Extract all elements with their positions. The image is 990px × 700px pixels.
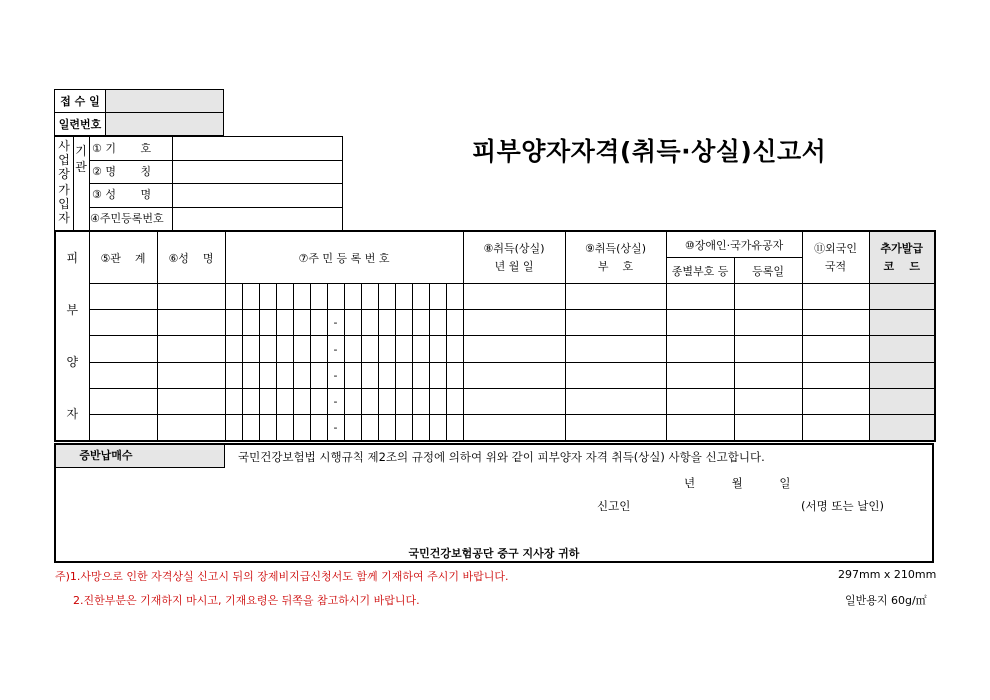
col-acq-date-line1: ⑧취득(상실) xyxy=(483,241,545,255)
digit-cell[interactable] xyxy=(361,388,378,414)
workplace-group-col xyxy=(55,137,74,230)
digit-cell[interactable] xyxy=(344,388,361,414)
col-disabled-date: 등록일 xyxy=(734,258,802,284)
digit-cell[interactable] xyxy=(276,336,293,362)
extra-code-cell xyxy=(869,388,935,414)
dependents-side-label xyxy=(55,231,89,441)
table-row xyxy=(55,310,935,336)
digit-cell[interactable] xyxy=(276,362,293,388)
acq-date-cell[interactable] xyxy=(463,414,565,441)
extra-code-cell xyxy=(869,336,935,362)
digit-cell[interactable] xyxy=(361,284,378,310)
acq-code-cell[interactable] xyxy=(565,310,666,336)
acq-code-cell[interactable] xyxy=(565,362,666,388)
digit-cell[interactable] xyxy=(446,362,463,388)
relation-cell[interactable] xyxy=(89,310,157,336)
disabled-date-cell[interactable] xyxy=(734,310,802,336)
table-row xyxy=(55,336,935,362)
digit-cell[interactable] xyxy=(225,336,242,362)
col-resident: ⑦주 민 등 록 번 호 xyxy=(225,231,463,284)
relation-cell[interactable] xyxy=(89,388,157,414)
digit-cell[interactable] xyxy=(429,336,446,362)
acq-code-cell[interactable] xyxy=(565,414,666,441)
table-row xyxy=(55,414,935,441)
digit-cell[interactable] xyxy=(378,414,395,441)
name-cell[interactable] xyxy=(157,414,225,441)
name-cell[interactable] xyxy=(157,388,225,414)
disabled-code-cell[interactable] xyxy=(666,362,734,388)
declaration-box xyxy=(54,443,934,563)
digit-cell[interactable] xyxy=(361,414,378,441)
acq-date-cell[interactable] xyxy=(463,362,565,388)
foreign-cell[interactable] xyxy=(802,362,869,388)
digit-cell[interactable] xyxy=(446,310,463,336)
note-2: 2.진한부분은 기재하지 마시고, 기재요령은 뒤쪽을 참고하시기 바랍니다. xyxy=(73,594,420,607)
page-title: 피부양자자격(취득·상실)신고서 xyxy=(472,137,827,166)
name-cell[interactable] xyxy=(157,310,225,336)
foreign-cell[interactable] xyxy=(802,336,869,362)
disabled-date-cell[interactable] xyxy=(734,414,802,441)
disabled-code-cell[interactable] xyxy=(666,414,734,441)
addressee: 국민건강보험공단 중구 지사장 귀하 xyxy=(408,547,580,560)
disabled-code-cell[interactable] xyxy=(666,310,734,336)
dash-cell: - xyxy=(327,414,344,441)
acq-date-cell[interactable] xyxy=(463,388,565,414)
digit-cell[interactable] xyxy=(344,362,361,388)
col-disabled: ⑩장애인·국가유공자 xyxy=(666,231,802,258)
digit-cell[interactable] xyxy=(395,388,412,414)
signature-label: (서명 또는 날인) xyxy=(801,499,884,513)
resident-no-row xyxy=(89,207,342,230)
disabled-code-cell[interactable] xyxy=(666,388,734,414)
dash-cell: - xyxy=(327,310,344,336)
digit-cell[interactable] xyxy=(344,284,361,310)
table-row xyxy=(55,284,935,310)
note-1: 주)1.사망으로 인한 자격상실 신고시 뒤의 장제비지급신청서도 함께 기재하여 주시기 바랍니다. xyxy=(55,570,509,583)
extra-code-cell xyxy=(869,414,935,441)
digit-cell[interactable] xyxy=(395,284,412,310)
digit-cell[interactable] xyxy=(412,388,429,414)
disabled-code-cell[interactable] xyxy=(666,336,734,362)
received-value[interactable] xyxy=(106,90,224,113)
digit-cell[interactable] xyxy=(225,284,242,310)
side-char-3: 양 xyxy=(66,355,79,369)
digit-cell[interactable] xyxy=(412,284,429,310)
symbol-label: ① 기 호 xyxy=(89,137,173,160)
digit-cell[interactable] xyxy=(310,310,327,336)
digit-cell[interactable] xyxy=(293,388,310,414)
digit-cell[interactable] xyxy=(395,414,412,441)
name-cell[interactable] xyxy=(157,284,225,310)
foreign-cell[interactable] xyxy=(802,414,869,441)
copies-label: 증반납매수 xyxy=(56,445,157,468)
digit-cell[interactable] xyxy=(259,336,276,362)
digit-cell[interactable] xyxy=(225,388,242,414)
relation-cell[interactable] xyxy=(89,414,157,441)
digit-cell[interactable] xyxy=(378,310,395,336)
digit-cell[interactable] xyxy=(429,414,446,441)
relation-cell[interactable] xyxy=(89,336,157,362)
acq-date-cell[interactable] xyxy=(463,284,565,310)
digit-cell[interactable] xyxy=(412,336,429,362)
digit-cell[interactable] xyxy=(310,388,327,414)
digit-cell[interactable] xyxy=(293,310,310,336)
digit-cell[interactable] xyxy=(276,310,293,336)
person-name-label: ③ 성 명 xyxy=(89,183,173,207)
dash-cell: - xyxy=(327,388,344,414)
digit-cell[interactable] xyxy=(242,362,259,388)
digit-cell[interactable] xyxy=(412,414,429,441)
digit-cell[interactable] xyxy=(259,362,276,388)
col-acq-date-line2: 년 월 일 xyxy=(494,259,534,273)
digit-cell[interactable] xyxy=(378,388,395,414)
digit-cell[interactable] xyxy=(429,362,446,388)
digit-cell[interactable] xyxy=(344,414,361,441)
name-row xyxy=(89,160,342,184)
foreign-cell[interactable] xyxy=(802,388,869,414)
receipt-table xyxy=(54,89,224,136)
serial-label: 일련번호 xyxy=(55,113,106,136)
digit-cell[interactable] xyxy=(361,310,378,336)
digit-cell[interactable] xyxy=(310,284,327,310)
col-disabled-code: 종별부호 등 xyxy=(666,258,734,284)
side-char-4: 자 xyxy=(66,407,79,421)
digit-cell[interactable] xyxy=(395,362,412,388)
paper-type: 일반용지 60g/㎡ xyxy=(845,594,927,607)
workplace-group-label: 사 업 장 xyxy=(58,139,70,181)
serial-value[interactable] xyxy=(106,113,224,136)
received-label: 접 수 일 xyxy=(55,90,106,113)
digit-cell[interactable] xyxy=(310,336,327,362)
col-extra-line1: 추가발급 xyxy=(880,241,924,255)
digit-cell[interactable] xyxy=(344,310,361,336)
digit-cell[interactable] xyxy=(276,284,293,310)
extra-code-cell xyxy=(869,284,935,310)
digit-cell[interactable] xyxy=(344,336,361,362)
acq-code-cell[interactable] xyxy=(565,388,666,414)
name-cell[interactable] xyxy=(157,362,225,388)
digit-cell[interactable] xyxy=(446,414,463,441)
digit-cell[interactable] xyxy=(293,414,310,441)
relation-cell[interactable] xyxy=(89,284,157,310)
digit-cell[interactable] xyxy=(310,414,327,441)
digit-cell[interactable] xyxy=(259,388,276,414)
col-acq-code xyxy=(565,231,666,284)
table-row xyxy=(55,388,935,414)
extra-code-cell xyxy=(869,310,935,336)
digit-cell[interactable] xyxy=(242,284,259,310)
institution-group-label: 기 관 xyxy=(73,137,90,183)
digit-cell[interactable] xyxy=(446,388,463,414)
digit-cell[interactable] xyxy=(361,336,378,362)
table-row xyxy=(55,362,935,388)
col-foreign-line2: 국적 xyxy=(824,259,847,273)
col-acq-code-line2: 부 호 xyxy=(597,259,634,273)
resident-no-label: ④주민등록번호 xyxy=(89,207,173,230)
declaration-date: 년 월 일 xyxy=(684,476,791,490)
digit-cell[interactable] xyxy=(225,414,242,441)
digit-cell[interactable] xyxy=(293,284,310,310)
digit-cell[interactable] xyxy=(259,310,276,336)
col-foreign xyxy=(802,231,869,284)
symbol-row xyxy=(89,137,342,161)
acq-code-cell[interactable] xyxy=(565,284,666,310)
side-char-1: 피 xyxy=(66,251,79,265)
foreign-cell[interactable] xyxy=(802,310,869,336)
digit-cell[interactable] xyxy=(429,310,446,336)
extra-code-cell xyxy=(869,362,935,388)
acq-date-cell[interactable] xyxy=(463,310,565,336)
digit-cell[interactable] xyxy=(446,336,463,362)
side-char-2: 부 xyxy=(66,303,79,317)
col-acq-code-line1: ⑨취득(상실) xyxy=(585,241,646,255)
acq-code-cell[interactable] xyxy=(565,336,666,362)
digit-cell[interactable] xyxy=(395,310,412,336)
digit-cell[interactable] xyxy=(225,310,242,336)
reporter-label: 신고인 xyxy=(597,499,631,513)
digit-cell[interactable] xyxy=(361,362,378,388)
col-acq-date xyxy=(463,231,565,284)
dash-cell: - xyxy=(327,362,344,388)
digit-cell[interactable] xyxy=(259,284,276,310)
subscriber-spacer xyxy=(73,183,90,230)
workplace-box xyxy=(54,136,343,231)
digit-cell[interactable] xyxy=(276,414,293,441)
digit-cell[interactable] xyxy=(242,414,259,441)
digit-cell[interactable] xyxy=(378,284,395,310)
col-extra-line2: 코 드 xyxy=(883,259,921,273)
digit-cell[interactable] xyxy=(242,388,259,414)
subscriber-group-label: 가 입 자 xyxy=(58,183,70,225)
disabled-date-cell[interactable] xyxy=(734,336,802,362)
digit-cell[interactable] xyxy=(242,310,259,336)
digit-cell[interactable] xyxy=(293,336,310,362)
name-cell[interactable] xyxy=(157,336,225,362)
name-label: ② 명 칭 xyxy=(89,160,173,183)
dependents-table xyxy=(54,230,936,442)
digit-cell[interactable] xyxy=(293,362,310,388)
digit-cell[interactable] xyxy=(378,362,395,388)
digit-cell[interactable] xyxy=(395,336,412,362)
dash-cell: - xyxy=(327,336,344,362)
person-name-row xyxy=(89,183,342,208)
digit-cell[interactable] xyxy=(429,388,446,414)
foreign-cell[interactable] xyxy=(802,284,869,310)
paper-size: 297mm x 210mm xyxy=(838,568,937,581)
disabled-code-cell[interactable] xyxy=(666,284,734,310)
digit-cell[interactable] xyxy=(276,388,293,414)
digit-cell[interactable] xyxy=(242,336,259,362)
digit-cell[interactable] xyxy=(378,336,395,362)
digit-cell[interactable] xyxy=(446,284,463,310)
copies-value[interactable] xyxy=(156,445,225,468)
relation-cell[interactable] xyxy=(89,362,157,388)
disabled-date-cell[interactable] xyxy=(734,362,802,388)
col-relation: ⑤관 계 xyxy=(89,231,157,284)
digit-cell[interactable] xyxy=(412,362,429,388)
col-foreign-line1: ⑪외국인 xyxy=(814,241,857,255)
col-name: ⑥성 명 xyxy=(157,231,225,284)
digit-cell[interactable] xyxy=(259,414,276,441)
digit-cell[interactable] xyxy=(225,362,242,388)
acq-date-cell[interactable] xyxy=(463,336,565,362)
digit-cell[interactable] xyxy=(429,284,446,310)
digit-cell[interactable] xyxy=(310,362,327,388)
col-extra-code xyxy=(869,231,935,284)
dash-cell xyxy=(327,284,344,310)
declaration-statement: 국민건강보험법 시행규칙 제2조의 규정에 의하여 위와 같이 피부양자 자격 취득(상실) 사항을 신고합니다. xyxy=(238,450,765,464)
digit-cell[interactable] xyxy=(412,310,429,336)
disabled-date-cell[interactable] xyxy=(734,284,802,310)
disabled-date-cell[interactable] xyxy=(734,388,802,414)
